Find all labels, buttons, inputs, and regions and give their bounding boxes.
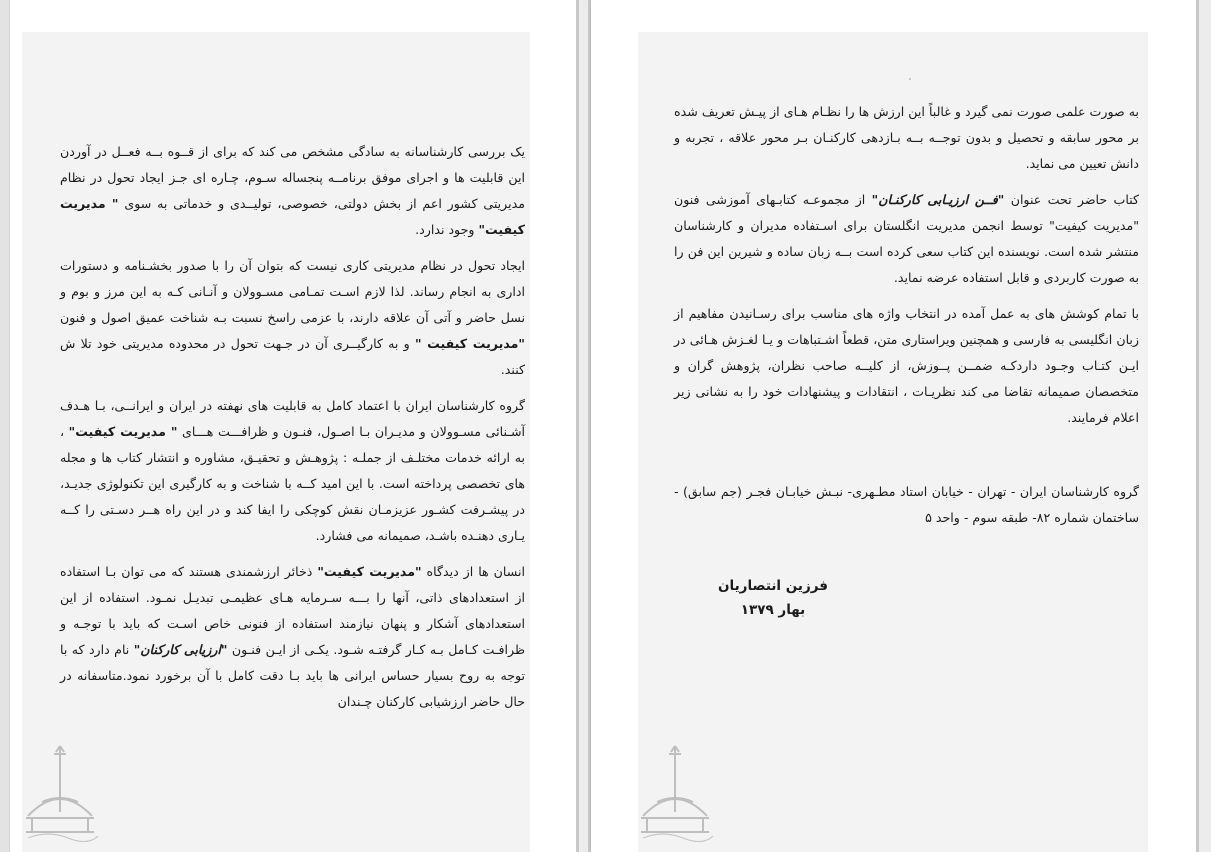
emphasized-term: "مدیریت کیفیت" <box>317 564 422 579</box>
page-gutter <box>576 0 579 852</box>
paragraph <box>60 253 525 383</box>
text-run: وجود ندارد. <box>415 222 479 237</box>
signature-date: بهار ۱۳۷۹ <box>740 602 806 618</box>
paragraph <box>674 301 1139 431</box>
text-run: نام دارد که با توجه به روح بسیار حساس ایرانی ها باید بـا دقت کامل با آن برخورد نمود.متاسفانه در حال حاضر ارزشیابی کارکنان چـندان <box>60 642 525 709</box>
text-run: ، به ارائه خدمات مختلـف از جملـه : پژوهـش و تحقیـق، مشاوره و انتشار کتاب ها و مجله های تخصصی پرداخته است. با این امید کــه با شناخت و به کارگیری این تکنولوژی جدیـد، در پیشـرفت کشـور عزیزمـان نقش کوچکی را ایفا کند و در این راه هــر دسـتی را کــه یـاری دهنـده باشـد، صمیمانه می فشارد. <box>60 424 525 543</box>
text-run: گروه کارشناسان ایران - تهران - خیابان استاد مطـهری- نبـش خیابـان فجـر (جم سابق) - ساختمان شماره ۸۲- طبقه سوم - واحد ۵ <box>674 484 1139 525</box>
text-run: و به کارگیــری آن در جـهت تحول در محدوده مدیریتی خود تلا ش کنند. <box>60 336 525 377</box>
text-run: انسان ها از دیدگاه <box>421 564 525 579</box>
paragraph <box>60 139 525 243</box>
signature-name: فرزین انتصاریان <box>718 578 828 594</box>
emphasized-term: " مدیریت کیفیت" <box>68 424 178 439</box>
page-left[interactable] <box>10 0 576 852</box>
text-run: از مجموعـه کتابـهای آموزشی فنون "مدیریت کیفیت" توسط انجمن مدیریت انگلستان برای اسـتفاده مدیران و کارشناسان منتشر شده است. نویسنده این کتاب سعی کرده است بــه زبان ساده و شیرین این فن را به صورت کاربردی و قابل استفاده عرضه نماید. <box>674 192 1139 285</box>
library-seal-icon <box>18 742 102 842</box>
paragraph <box>674 99 1139 177</box>
paragraph <box>60 559 525 715</box>
left-page-text <box>60 139 525 725</box>
text-run: کتاب حاضر تحت عنوان <box>1004 192 1140 207</box>
text-run: گروه کارشناسان ایران با اعتماد کامل به قابلیت های نهفته در ایران و ایرانــی، بـا هـدف آشـنائی مسـوولان و مدیـران بـا اصـول، فنـون و ظرافـــت هـــای <box>60 398 525 439</box>
emphasized-term: "ارزیابی کارکنان" <box>133 642 228 657</box>
paragraph <box>674 479 1139 531</box>
viewer-edge <box>0 0 10 852</box>
emphasized-term: "فــن ارزیـابی کارکنـان" <box>871 192 1005 207</box>
library-seal-icon <box>633 742 717 842</box>
text-run: ایجاد تحول در نظام مدیریتی کاری نیست که بتوان آن را با صدور بخشـنامه و دستورات اداری به انجام رساند. لذا لازم اسـت تمـامی مسـوولان و آنـانی کـه به این مرز و بوم و نسل حاضر و آتی آن علاقه دارند، با عزمی راسخ نسبت بـه شناخت عمیق اصول و فنون <box>60 258 525 325</box>
right-page-text <box>674 99 1139 541</box>
text-run: به صورت علمی صورت نمی گیرد و غالباً این ارزش ها را نظـام هـای از پیـش تعریف شده بر محور سابقه و تحصیل و بدون توجــه بــه بـازدهی کارکنـان بـر محور علاقه ، تجربه و دانش تعیین می نماید. <box>674 104 1139 171</box>
scan-speck <box>909 78 911 80</box>
emphasized-term: " مدیریت کیفیت" <box>60 196 525 237</box>
paragraph <box>60 393 525 549</box>
viewer-edge <box>1196 0 1199 852</box>
paragraph-gap <box>674 441 1139 479</box>
paragraph <box>674 187 1139 291</box>
emphasized-term: "مدیریت کیفیت " <box>414 336 525 351</box>
text-run: با تمام کوشش های به عمل آمده در انتخاب واژه های مناسب برای رسـانیدن مفاهیم از زبان انگلیسی به فارسی و همچنین ویراستاری متن، قطعاً اشـتباهات و یـا لغـزش هـائی در ایـن کتـاب وجـود داردکـه ضمــن پــوزش، از کلیــه صاحب نظران، پژوهش گران و متخصصان صمیمانه تقاضا می کند نظریـات ، انتقادات و پیشنهادات خود را به نشانی زیر اعلام فرمایند. <box>674 306 1139 425</box>
text-run: یک بررسی کارشناسانه به سادگی مشخص می کند که برای از قــوه بــه فعــل در آوردن این قابلیت ها و اجرای موفق برنامــه پنجساله سـوم، چـاره ای جـز ایجاد تحول در نظام مدیریتی کشور اعم از بخش دولتی، خصوصی، تولیــدی و خدماتی به سوی <box>60 144 525 211</box>
page-right[interactable] <box>591 0 1196 852</box>
text-run: ذخائر ارزشمندی هستند که می توان بـا استفاده از استعدادهای ذاتی، آنها را بـــه سـرمایه هـای عظیمـی تبدیـل نمـود. استفاده از این استعدادهای آشکار و پنهان نیازمند استفاده از فنونی خاص اسـت که باید با توجـه و ظرافـت کـامل بـه کـار گرفتـه شـود. یکـی از ایـن فنـون <box>60 564 525 657</box>
